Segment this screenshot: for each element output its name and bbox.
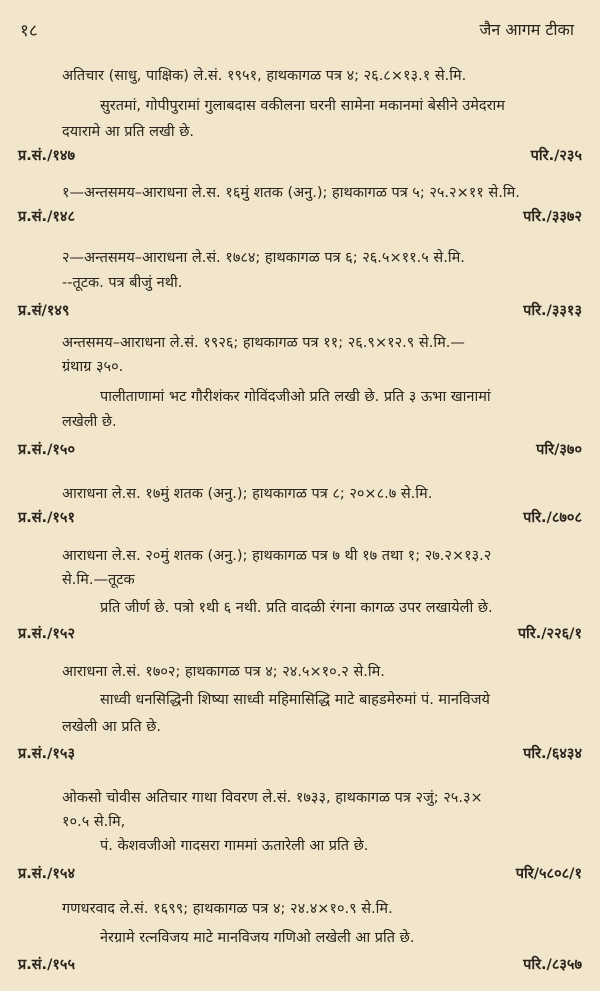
entry-line: पं. केशवजीओ गादसरा गाममां ऊतारेली आ प्रति छे.: [100, 838, 369, 854]
entry-line: आराधना ले.सं. १७०२; हाथकागळ पत्र ४; २४.५×१०.२ से.मि.: [62, 664, 385, 680]
running-title: जैन आगम टीका: [479, 20, 574, 39]
pari-number: परि./८७०८: [523, 510, 582, 526]
pra-sam-number: प्र.सं./१५०: [18, 442, 75, 458]
entry-line: प्रति जीर्ण छे. पत्रो १थी ६ नथी. प्रति वादळी रंगना कागळ उपर लखायेली छे.: [100, 600, 493, 616]
entry-line: दयारामे आ प्रति लखी छे.: [62, 124, 194, 140]
entry-line: गणधरवाद ले.सं. १६९९; हाथकागळ पत्र ४; २४.४×१०.९ से.मि.: [62, 901, 393, 917]
pra-sam-number: प्र.सं./१५२: [18, 626, 75, 642]
pra-sam-number: प्र.सं./१५३: [18, 746, 75, 762]
pari-number: परि./२२६/१: [517, 626, 582, 642]
pra-sam-number: प्र.सं./१४८: [18, 209, 75, 225]
entry-line: आराधना ले.स. १७मुं शतक (अनु.); हाथकागळ पत्र ८; २०×८.७ से.मि.: [62, 486, 433, 502]
entry-line: अतिचार (साधु, पाक्षिक) ले.सं. १९५१, हाथकागळ पत्र ४; २६.८×१३.१ से.मि.: [62, 68, 467, 84]
pra-sam-number: प्र.सं./१५४: [18, 866, 75, 882]
entry-line: से.मि.—तूटक: [62, 572, 135, 588]
entry-line: नेरग्रामे रत्नविजय माटे मानविजय गणिओ लखेली आ प्रति छे.: [100, 930, 415, 946]
entry-line: --तूटक. पत्र बीजुं नथी.: [62, 275, 183, 291]
entry-line: १०.५ से.मि,: [62, 814, 126, 830]
pari-number: परि./६४३४: [523, 746, 582, 762]
pra-sam-number: प्र.सं./१५५: [18, 957, 75, 973]
pari-number: परि./३३१३: [523, 303, 582, 319]
pari-number: परि/३७०: [536, 442, 582, 458]
page-header: [0, 18, 600, 44]
entry-line: २—अन्तसमय–आराधना ले.सं. १७८४; हाथकागळ पत्र ६; २६.५×११.५ से.मि.: [62, 250, 465, 266]
entry-line: लखेली आ प्रति छे.: [62, 719, 161, 735]
pari-number: परि/५८०८/१: [515, 866, 582, 882]
entry-line: पालीताणामां भट गौरीशंकर गोविंदजीओ प्रति लखी छे. प्रति ३ ऊभा खानामां: [100, 389, 491, 405]
entry-line: साध्वी धनसिद्धिनी शिष्या साध्वी महिमासिद्धि माटे बाहडमेरुमां पं. मानविजये: [100, 692, 490, 708]
entry-line: सुरतमां, गोपीपुरामां गुलाबदास वकीलना घरनी सामेना मकानमां बेसीने उमेदराम: [100, 98, 505, 114]
pari-number: परि./३३७२: [523, 209, 582, 225]
entry-line: ओकसो चोवीस अतिचार गाथा विवरण ले.सं. १७३३, हाथकागळ पत्र २जुं; २५.३×: [62, 790, 483, 806]
entry-line: आराधना ले.स. २०मुं शतक (अनु.); हाथकागळ पत्र ७ थी १७ तथा १; २७.२×१३.२: [62, 548, 492, 564]
pra-sam-number: प्र.सं/१४९: [18, 303, 70, 319]
pra-sam-number: प्र.सं./१५१: [18, 510, 75, 526]
entry-line: अन्तसमय–आराधना ले.सं. १९२६; हाथकागळ पत्र ११; २६.९×१२.९ से.मि.—: [62, 335, 465, 351]
pari-number: परि./२३५: [530, 148, 582, 164]
entry-line: लखेली छे.: [62, 414, 117, 430]
pari-number: परि./८३५७: [523, 957, 582, 973]
entry-line: १—अन्तसमय–आराधना ले.स. १६मुं शतक (अनु.); हाथकागळ पत्र ५; २५.२×११ से.मि.: [62, 185, 520, 201]
entry-line: ग्रंथाग्र ३५०.: [62, 359, 124, 375]
pra-sam-number: प्र.सं./१४७: [18, 148, 75, 164]
page-number: १८: [20, 21, 38, 41]
